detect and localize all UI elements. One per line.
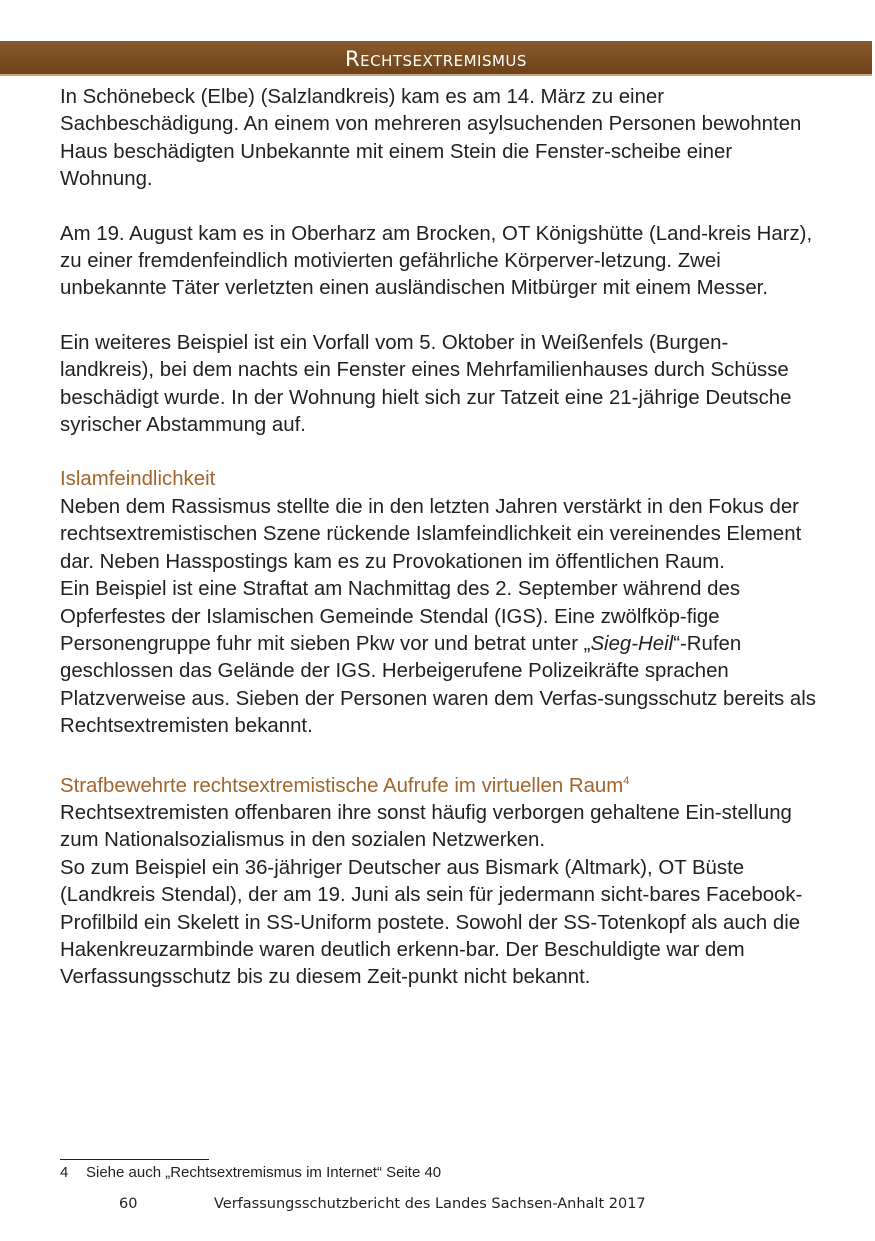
section-header-bar [0, 41, 872, 76]
paragraph-islam-intro: Neben dem Rassismus stellte die in den letzten Jahren verstärkt in den Fokus der rechtsextremistischen Szene rückende Islamfeindlichkeit ein vereinendes Element dar. Neben Hasspostings kam es zu Provokationen im öffentlichen Raum. [60, 495, 802, 573]
paragraph-islam-example [60, 576, 820, 740]
heading-islamfeindlichkeit: Islamfeindlichkeit [60, 468, 216, 491]
footnote [60, 1164, 441, 1182]
text-segment: “-Rufen geschlossen das Gelände der IGS. Herbeigerufene Polizeikräfte sprachen Platzverweise aus. Sieben der Personen waren dem Verfas-sungsschutz bereits als Rechtsextremisten bekannt. [60, 632, 816, 738]
text-segment: Ein Beispiel ist eine Straftat am Nachmittag des 2. September während des Opferfestes der Islamischen Gemeinde Stendal (IGS). Eine zwölfköp-fige Personengruppe fuhr mit sieben Pkw vor und betrat unter „ [60, 578, 741, 655]
footnote-text: Siehe auch „Rechtsextremismus im Internet“ Seite 40 [86, 1164, 442, 1181]
page-number: 60 [119, 1196, 138, 1212]
paragraph-virtual-example: So zum Beispiel ein 36-jähriger Deutscher aus Bismark (Altmark), OT Büste (Landkreis Stendal), der am 19. Juni als sein für jedermann sicht-bares Facebook-Profilbild ein Skelett in SS-Uniform postete. Sowohl der SS-Totenkopf als auch die Hakenkreuzarmbinde waren deutlich erkenn-bar. Der Beschuldigte war dem Verfassungsschutz bis zu diesem Zeit-punkt nicht bekannt. [60, 856, 803, 989]
footer-title: Verfassungsschutzbericht des Landes Sachsen-Anhalt 2017 [214, 1196, 646, 1212]
italic-quote: Sieg-Heil [590, 632, 674, 655]
paragraph-weissenfels: Ein weiteres Beispiel ist ein Vorfall vom 5. Oktober in Weißenfels (Burgen-landkreis), bei dem nachts ein Fenster eines Mehrfamilienhauses durch Schüsse beschädigt wurde. In der Wohnung hielt sich zur Tatzeit eine 21-jährige Deutsche syrischer Abstammung auf. [60, 331, 792, 437]
paragraph-oberharz: Am 19. August kam es in Oberharz am Brocken, OT Königshütte (Land-kreis Harz), zu einer fremdenfeindlich motivierten gefährliche Körperver-letzung. Zwei unbekannte Täter verletzten einen ausländischen Mitbürger mit einem Messer. [60, 222, 813, 300]
footnote-divider [60, 1159, 209, 1160]
main-content [60, 84, 820, 992]
section-title: Rechtsextremismus [345, 47, 527, 71]
footnote-number: 4 [60, 1164, 69, 1181]
footnote-reference: 4 [623, 774, 630, 787]
paragraph-virtual-intro: Rechtsextremisten offenbaren ihre sonst häufig verborgen gehaltene Ein-stellung zum Nationalsozialismus in den sozialen Netzwerken. [60, 801, 792, 852]
paragraph-schoenebeck: In Schönebeck (Elbe) (Salzlandkreis) kam es am 14. März zu einer Sachbeschädigung. An einem von mehreren asylsuchenden Personen bewohnten Haus beschädigten Unbekannte mit einem Stein die Fenster-scheibe einer Wohnung. [60, 86, 802, 191]
heading-virtueller-raum [60, 768, 820, 800]
heading-text: Strafbewehrte rechtsextremistische Aufrufe im virtuellen Raum [60, 774, 624, 797]
